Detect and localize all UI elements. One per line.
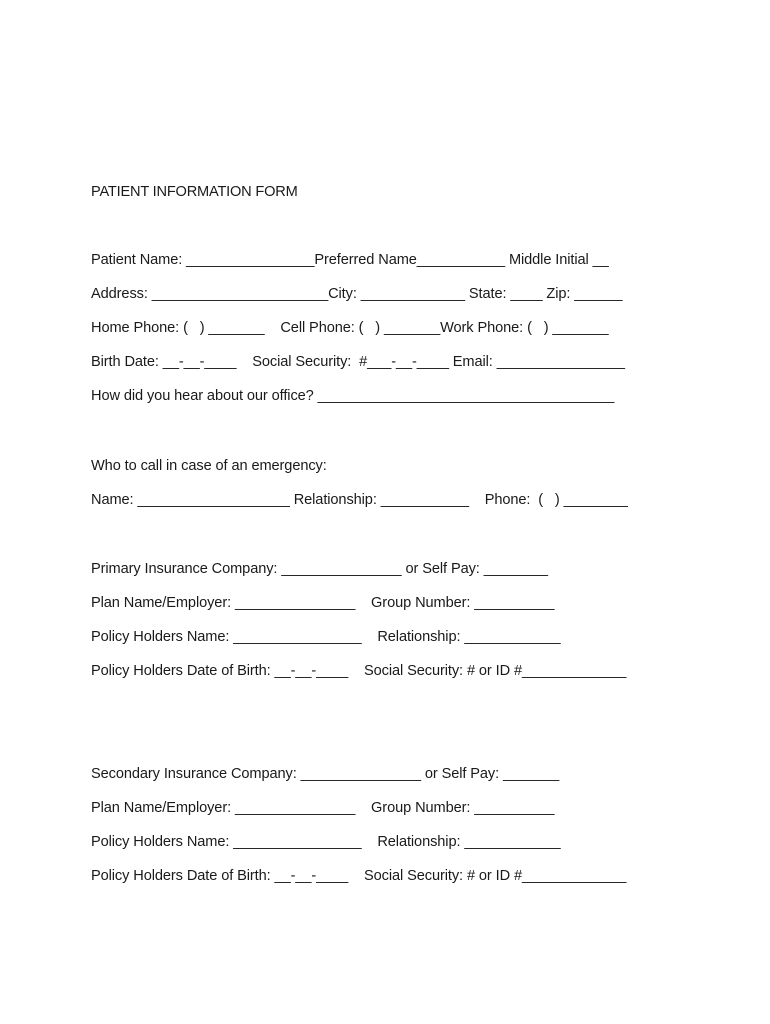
secondary-policy-holder-dob-line: Policy Holders Date of Birth: __-__-____ Social Security: # or ID #_____________ xyxy=(91,868,627,884)
patient-name-line: Patient Name: ________________Preferred Name___________ Middle Initial __ xyxy=(91,252,609,268)
secondary-plan-line: Plan Name/Employer: _______________ Group Number: __________ xyxy=(91,800,555,816)
referral-source-line: How did you hear about our office? _____________________________________ xyxy=(91,388,615,404)
secondary-policy-holder-line: Policy Holders Name: ________________ Relationship: ____________ xyxy=(91,834,561,850)
emergency-contact-heading: Who to call in case of an emergency: xyxy=(91,458,327,474)
address-line: Address: ______________________City: _____________ State: ____ Zip: ______ xyxy=(91,286,623,302)
birth-date-line: Birth Date: __-__-____ Social Security: #___-__-____ Email: ________________ xyxy=(91,354,625,370)
primary-policy-holder-dob-line: Policy Holders Date of Birth: __-__-____ Social Security: # or ID #_____________ xyxy=(91,663,627,679)
emergency-contact-line: Name: ___________________ Relationship: ___________ Phone: ( ) ________ xyxy=(91,492,628,508)
phone-line: Home Phone: ( ) _______ Cell Phone: ( ) _______Work Phone: ( ) _______ xyxy=(91,320,609,336)
primary-plan-line: Plan Name/Employer: _______________ Group Number: __________ xyxy=(91,595,555,611)
secondary-insurance-line: Secondary Insurance Company: _______________ or Self Pay: _______ xyxy=(91,766,560,782)
primary-insurance-line: Primary Insurance Company: _______________ or Self Pay: ________ xyxy=(91,561,548,577)
form-title: PATIENT INFORMATION FORM xyxy=(91,184,298,200)
primary-policy-holder-line: Policy Holders Name: ________________ Relationship: ____________ xyxy=(91,629,561,645)
